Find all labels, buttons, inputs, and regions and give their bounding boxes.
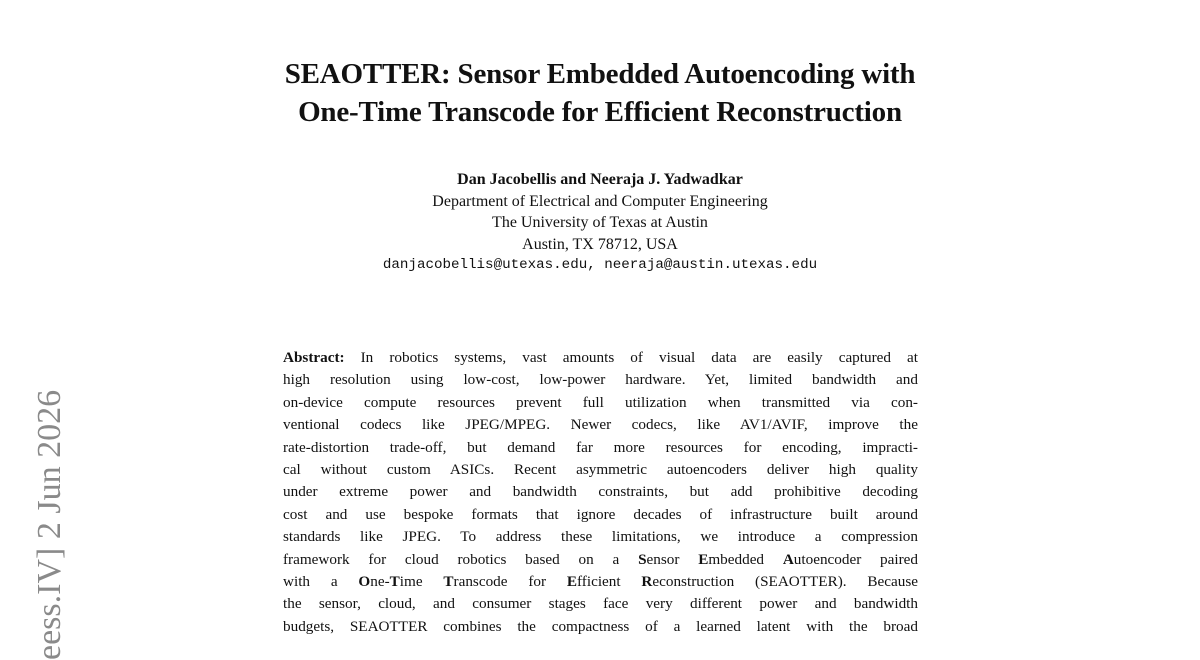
abstract-label: Abstract: [283,349,345,366]
abstract-line: ventional codecs like JPEG/MPEG. Newer codecs, like AV1/AVIF, improve the [283,416,918,434]
title-line-1: SEAOTTER: Sensor Embedded Autoencoding with [284,58,916,90]
paper-title [0,55,1200,131]
abstract-line: cal without custom ASICs. Recent asymmetric autoencoders deliver high quality [283,460,918,478]
author-names: Dan Jacobellis and Neeraja J. Yadwadkar [457,171,743,188]
affiliation-university: The University of Texas at Austin [492,214,708,231]
title-line-2: One-Time Transcode for Efficient Reconstruction [298,96,902,128]
abstract-line: on-device compute resources prevent full utilization when transmitted via con- [283,393,918,411]
arxiv-side-stamp: eess.IV] 2 Jun 2026 [31,389,68,660]
affiliation-department: Department of Electrical and Computer Engineering [432,192,768,210]
abstract-line: high resolution using low-cost, low-power hardware. Yet, limited bandwidth and [283,371,918,389]
abstract-line: budgets, SEAOTTER combines the compactness of a learned latent with the broad [283,617,918,635]
abstract [283,347,918,638]
abstract-line-otter: with a One-Time Transcode for Efficient Reconstruction (SEAOTTER). Because [283,572,918,590]
affiliation-address: Austin, TX 78712, USA [522,235,678,253]
author-block [0,169,1200,277]
abstract-line: cost and use bespoke formats that ignore decades of infrastructure built around [283,505,918,523]
abstract-line: standards like JPEG. To address these limitations, we introduce a compression [283,528,918,546]
abstract-line-seae: framework for cloud robotics based on a Sensor Embedded Autoencoder paired [283,550,919,568]
abstract-line: the sensor, cloud, and consumer stages face very different power and bandwidth [283,595,918,613]
abstract-line-text: In robotics systems, vast amounts of visual data are easily captured at [344,349,918,366]
author-emails: danjacobellis@utexas.edu, neeraja@austin.utexas.edu [382,257,818,273]
abstract-line [283,347,918,369]
abstract-line: under extreme power and bandwidth constraints, but add prohibitive decoding [283,483,918,501]
abstract-line: rate-distortion trade-off, but demand far more resources for encoding, impracti- [283,438,918,456]
